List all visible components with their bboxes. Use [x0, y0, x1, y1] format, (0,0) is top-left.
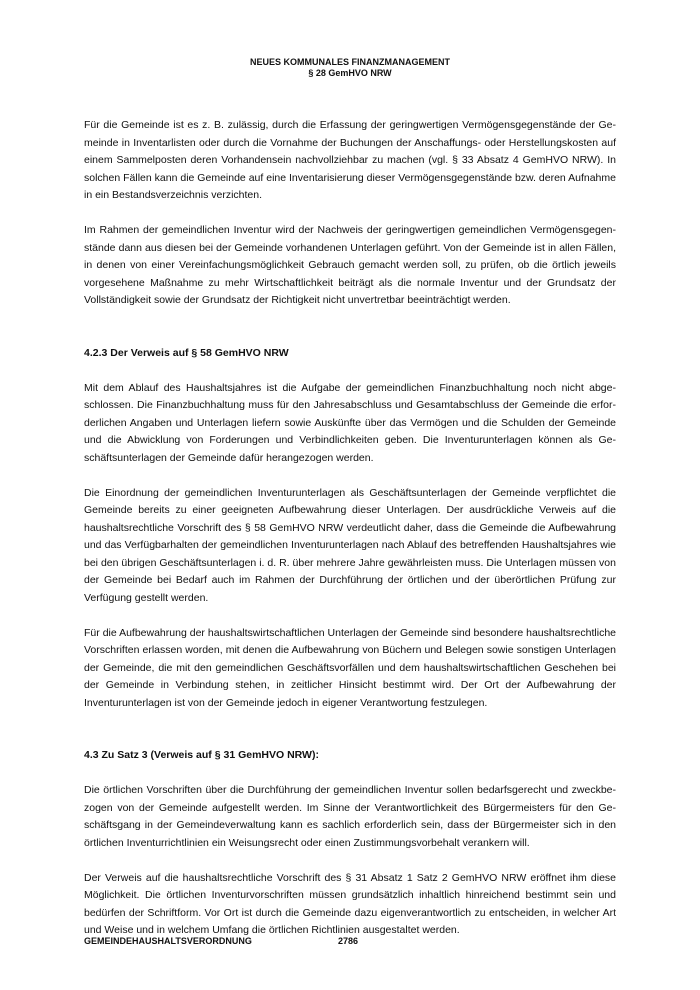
paragraph-5: Für die Aufbewahrung der haushaltswirtschaftlichen Unterlagen der Gemeinde sind besondere haushaltsrechtliche Vorschriften erlassen worden, mit denen die Aufbewahrung von Büchern und Belegen sowie sonstigen Unterlagen der Gemeinde, die mit den gemeindlichen Geschäftsvorfällen und dem haushaltswirtschaftlichen Geschehen bei der Gemeinde in Verbindung stehen, in zeitlicher Hinsicht bestimmt wird. Der Ort der Aufbewahrung der Inventurunterlagen ist von der Gemeinde jedoch in eigener Verantwortung festzulegen.	[84, 626, 616, 709]
document-body	[84, 117, 616, 957]
section-spacer	[84, 730, 616, 748]
paragraph-2: Im Rahmen der gemeindlichen Inventur wird der Nachweis der geringwertigen gemeindlichen Vermögensgegenstände dann aus diesen bei der Gemeinde vorhandenen Unterlagen geführt. Von der Gemeinde ist in allen Fällen, in denen von einer Vereinfachungsmöglichkeit Gebrauch gemacht werden soll, zu prüfen, ob die örtlich jeweils vorgesehene Maßnahme zu mehr Wirtschaftlichkeit beiträgt als die normale Inventur und der Grundsatz der Vollständigkeit sowie der Grundsatz der Richtigkeit nicht unvertretbar beeinträchtigt werden.	[84, 224, 616, 306]
header-subtitle: § 28 GemHVO NRW	[308, 68, 392, 78]
paragraph-6: Die örtlichen Vorschriften über die Durchführung der gemeindlichen Inventur sollen bedarfsgerecht und zweckbezogen von der Gemeinde aufgestellt werden. Im Sinne der Verantwortlichkeit des Bürgermeisters für den Geschäftsgang in der Gemeindeverwaltung kann es sachlich erforderlich sein, dass der Bürgermeister sich in den örtlichen Inventurrichtlinien ein Weisungsrecht oder einen Zustimmungsvorbehalt verankern will.	[84, 784, 616, 849]
footer-title: GEMEINDEHAUSHALTSVERORDNUNG	[84, 936, 252, 946]
section-heading-4-3: 4.3 Zu Satz 3 (Verweis auf § 31 GemHVO NRW):	[84, 749, 319, 761]
page-number: 2786	[338, 936, 359, 946]
paragraph-7: Der Verweis auf die haushaltsrechtliche Vorschrift des § 31 Absatz 1 Satz 2 GemHVO NRW eröffnet ihm diese Möglichkeit. Die örtlichen Inventurvorschriften müssen grundsätzlich inhaltlich hinreichend bestimmt sein und bedürfen der Schriftform. Vor Ort ist durch die Gemeinde dazu eigenverantwortlich zu entscheiden, in welcher Art und Weise und in welchem Umfang die örtlichen Richtlinien ausgestaltet werden.	[84, 871, 616, 936]
section-heading-4-2-3: 4.2.3 Der Verweis auf § 58 GemHVO NRW	[84, 346, 289, 359]
section-spacer	[84, 327, 616, 345]
page-header	[0, 57, 700, 79]
paragraph-1: Für die Gemeinde ist es z. B. zulässig, durch die Erfassung der geringwertigen Vermögensgegenstände der Gemeinde in Inventarlisten oder durch die Vornahme der Buchungen der Anschaffungs- oder Herstellungskosten auf einem Sammelposten deren Vorhandensein nachvollziehbar zu machen (vgl. § 33 Absatz 4 GemHVO NRW). In solchen Fällen kann die Gemeinde auf eine Inventarisierung dieser Vermögensgegenstände bzw. deren Aufnahme in ein Bestandsverzeichnis verzichten.	[84, 119, 616, 201]
header-title: NEUES KOMMUNALES FINANZMANAGEMENT	[250, 57, 450, 67]
paragraph-4: Die Einordnung der gemeindlichen Inventurunterlagen als Geschäftsunterlagen der Gemeinde verpflichtet die Gemeinde bereits zu einer geeigneten Aufbewahrung dieser Unterlagen. Der ausdrückliche Verweis auf die haushaltsrechtliche Vorschrift des § 58 GemHVO NRW verdeutlicht daher, dass die Gemeinde die Aufbewahrung und das Verfügbarhalten der gemeindlichen Inventurunterlagen nach Ablauf des betreffenden Haushaltsjahres wie bei den übrigen Geschäftsunterlagen i. d. R. über mehrere Jahre gewährleisten muss. Die Unterlagen müssen von der Gemeinde bei Bedarf auch im Rahmen der Durchführung der örtlichen und der überörtlichen Prüfung zur Verfügung gestellt werden.	[84, 486, 616, 604]
paragraph-3: Mit dem Ablauf des Haushaltsjahres ist die Aufgabe der gemeindlichen Finanzbuchhaltung noch nicht abgeschlossen. Die Finanzbuchhaltung muss für den Jahresabschluss und Gesamtabschluss der Gemeinde die erforderlichen Angaben und Unterlagen liefern sowie Auskünfte über das Vermögen und die Schulden der Gemeinde und die Abwicklung von Forderungen und Verbindlichkeiten geben. Die Inventurunterlagen können als Geschäftsunterlagen der Gemeinde dafür herangezogen werden.	[84, 381, 616, 464]
